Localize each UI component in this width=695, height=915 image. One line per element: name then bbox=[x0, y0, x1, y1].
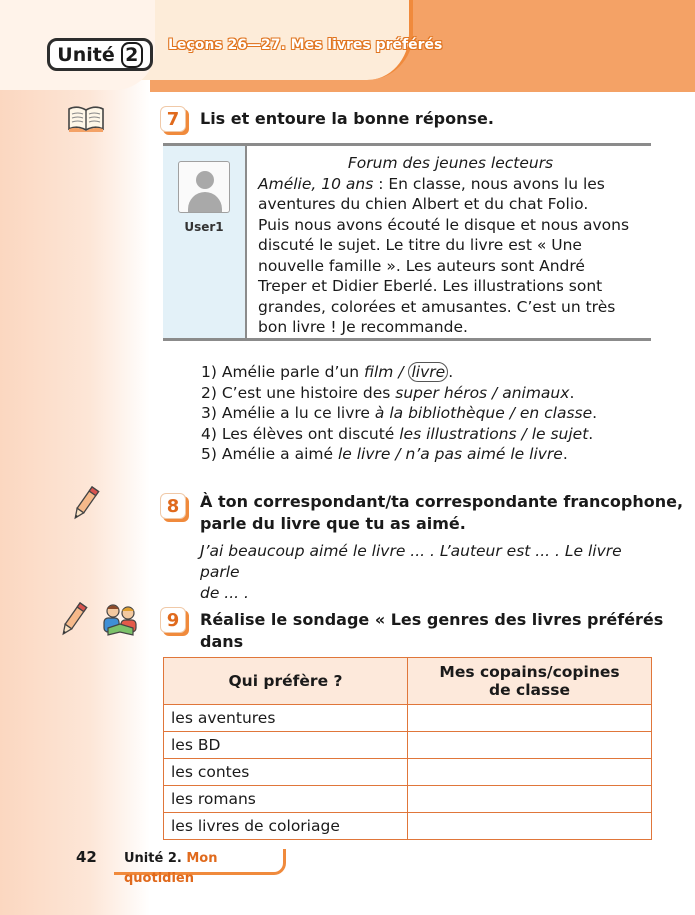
genre-cell: les contes bbox=[164, 759, 408, 786]
table-row bbox=[164, 813, 652, 840]
footer-unit: Unité 2. bbox=[124, 851, 182, 866]
table-row bbox=[164, 759, 652, 786]
answer-options[interactable]: à la bibliothèque / en classe bbox=[374, 404, 593, 422]
question-item: 1) Amélie parle d’un film / livre . bbox=[201, 363, 454, 381]
question-item: 5) Amélie a aimé le livre / n’a pas aimé le livre. bbox=[201, 445, 568, 463]
lessons-title: Leçons 26—27. Mes livres préférés bbox=[168, 37, 443, 53]
genre-cell: les aventures bbox=[164, 705, 408, 732]
forum-post bbox=[163, 143, 651, 341]
genre-cell: les livres de coloriage bbox=[164, 813, 408, 840]
forum-text bbox=[247, 146, 651, 338]
answer-cell[interactable] bbox=[408, 759, 652, 786]
forum-line: nouvelle famille ». Les auteurs sont André bbox=[258, 256, 585, 275]
answer-options[interactable]: les illustrations / le sujet bbox=[399, 424, 589, 443]
answer-cell[interactable] bbox=[408, 732, 652, 759]
footer-section: Mon quotidien bbox=[124, 851, 218, 886]
answer-options[interactable]: super héros / animaux bbox=[395, 383, 570, 402]
forum-username: User1 bbox=[184, 220, 224, 234]
forum-line: discuté le sujet. Le titre du livre est « Une bbox=[258, 236, 582, 254]
question-list bbox=[201, 362, 597, 465]
table-row bbox=[164, 786, 652, 813]
question-item: 4) Les élèves ont discuté les illustrations / le sujet. bbox=[201, 424, 594, 443]
table-header-row bbox=[164, 658, 652, 705]
question-item: 2) C’est une histoire des super héros / animaux. bbox=[201, 383, 575, 402]
book-icon bbox=[67, 103, 105, 133]
genre-cell: les BD bbox=[164, 732, 408, 759]
exercise-8-number: 8 bbox=[160, 493, 186, 519]
answer-cell[interactable] bbox=[408, 786, 652, 813]
pencil-icon bbox=[58, 600, 88, 640]
forum-line: bon livre ! Je recommande. bbox=[258, 318, 468, 336]
forum-line: Puis nous avons écouté le disque et nous avons bbox=[258, 215, 630, 234]
unit-badge bbox=[47, 38, 153, 71]
exercise-9-instruction: Réalise le sondage « Les genres des livres préférés dans bbox=[200, 610, 664, 651]
answer-options[interactable]: le livre / n’a pas aimé le livre bbox=[337, 445, 563, 463]
table-row bbox=[164, 705, 652, 732]
answer-option-circled[interactable]: livre bbox=[408, 362, 448, 382]
forum-line: grandes, colorées et amusantes. C’est un très bbox=[258, 297, 616, 316]
user-avatar-icon bbox=[178, 161, 230, 213]
exercise-9-number: 9 bbox=[160, 607, 186, 633]
answer-cell[interactable] bbox=[408, 813, 652, 840]
unit-number: 2 bbox=[121, 42, 143, 68]
answer-option[interactable]: film bbox=[363, 363, 394, 381]
forum-author: Amélie, 10 ans bbox=[258, 174, 374, 193]
unit-label: Unité bbox=[57, 43, 115, 66]
survey-table bbox=[163, 657, 652, 840]
table-row bbox=[164, 732, 652, 759]
children-reading-icon bbox=[100, 602, 140, 638]
genre-cell: les romans bbox=[164, 786, 408, 813]
exercise-8-instruction: À ton correspondant/ta correspondante francophone, parle du livre que tu as aimé. bbox=[200, 492, 684, 533]
answer-cell[interactable] bbox=[408, 705, 652, 732]
left-decorative-band bbox=[0, 0, 150, 915]
exercise-7-instruction: Lis et entoure la bonne réponse. bbox=[200, 109, 494, 128]
forum-user-panel bbox=[163, 146, 247, 338]
exercise-7-number: 7 bbox=[160, 106, 186, 132]
footer-label bbox=[114, 849, 286, 886]
table-header-cell: Qui préfère ? bbox=[164, 658, 408, 705]
exercise-8-prompt: J’ai beaucoup aimé le livre ... . L’auteur est ... . Le livre parle de ... . bbox=[200, 542, 622, 602]
forum-line: Treper et Didier Eberlé. Les illustrations sont bbox=[258, 277, 603, 295]
forum-line: Amélie, 10 ans : En classe, nous avons lu les bbox=[258, 174, 605, 193]
forum-line: aventures du chien Albert et du chat Folio. bbox=[258, 195, 589, 213]
question-item: 3) Amélie a lu ce livre à la bibliothèque / en classe. bbox=[201, 404, 598, 422]
table-header-cell: Mes copains/copines de classe bbox=[408, 658, 652, 705]
pencil-icon bbox=[70, 484, 100, 524]
forum-title: Forum des jeunes lecteurs bbox=[347, 154, 554, 172]
page-number: 42 bbox=[76, 848, 97, 866]
